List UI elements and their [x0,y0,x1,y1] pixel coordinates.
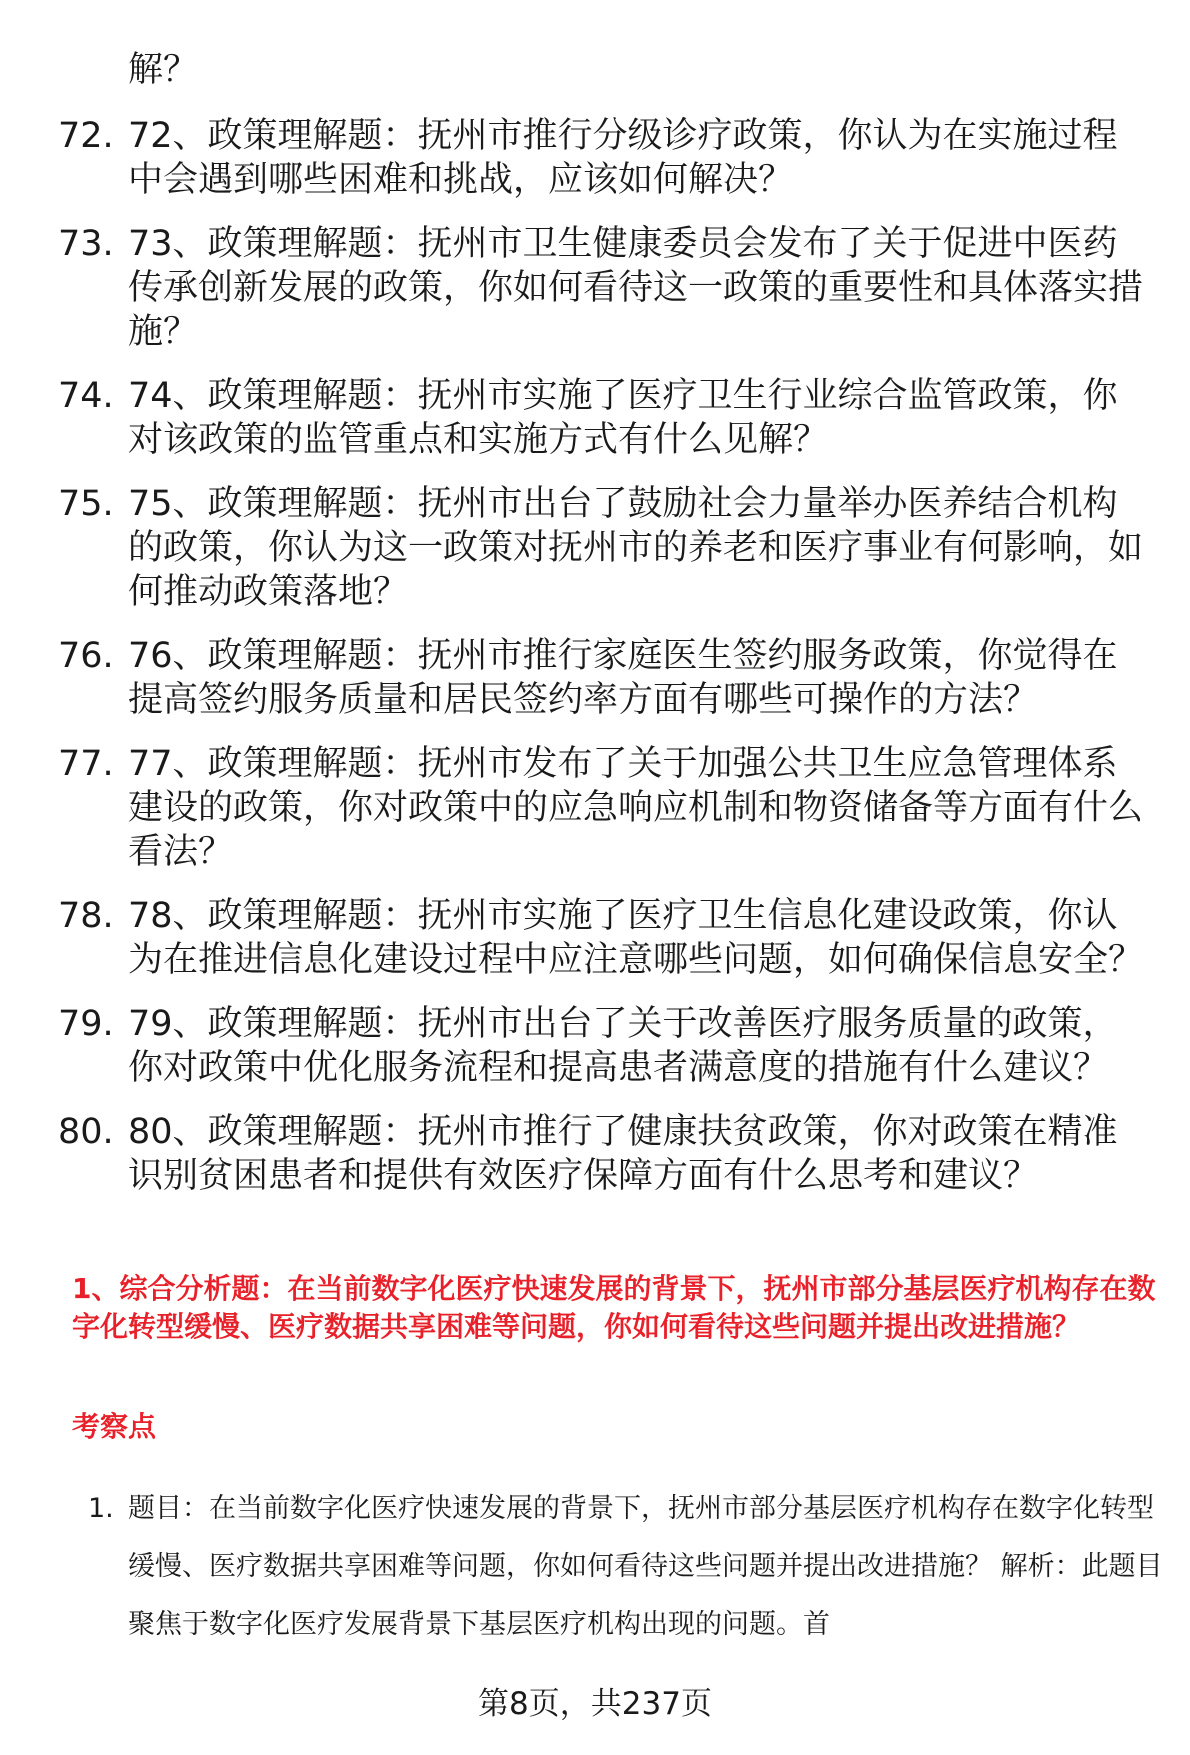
analysis-item [0,1480,1190,1654]
question-text: 77、政策理解题：抚州市发布了关于加强公共卫生应急管理体系建设的政策，你对政策中的应急响应机制和物资储备等方面有什么看法？ [128,744,1144,872]
question-number: 76. [58,636,114,676]
question-item-77 [0,742,1190,874]
question-item-78 [0,894,1190,982]
question-text: 80、政策理解题：抚州市推行了健康扶贫政策，你对政策在精准识别贫困患者和提供有效医疗保障方面有什么思考和建议？ [128,1112,1118,1196]
question-text: 74、政策理解题：抚州市实施了医疗卫生行业综合监管政策，你对该政策的监管重点和实施方式有什么见解？ [128,376,1118,460]
page-number-footer: 第8页，共237页 [478,1686,712,1722]
question-number: 79. [58,1004,114,1044]
question-item-75 [0,482,1190,614]
analysis-item-text: 题目：在当前数字化医疗快速发展的背景下，抚州市部分基层医疗机构存在数字化转型缓慢、医疗数据共享困难等问题，你如何看待这些问题并提出改进措施？ 解析：此题目聚焦于数字化医疗发展背景下基层医疗机构出现的问题。首 [128,1493,1163,1640]
question-text: 78、政策理解题：抚州市实施了医疗卫生信息化建设政策，你认为在推进信息化建设过程中应注意哪些问题，如何确保信息安全？ [128,896,1144,980]
question-text: 79、政策理解题：抚州市出台了关于改善医疗服务质量的政策，你对政策中优化服务流程和提高患者满意度的措施有什么建议？ [128,1004,1118,1088]
question-item-74 [0,374,1190,462]
question-number: 75. [58,484,114,524]
question-number: 80. [58,1112,114,1152]
question-item-73 [0,222,1190,354]
analysis-list [0,1480,1190,1654]
question-item-80 [0,1110,1190,1198]
question-number: 72. [58,116,114,156]
question-list [0,114,1190,1218]
question-text: 73、政策理解题：抚州市卫生健康委员会发布了关于促进中医药传承创新发展的政策，你如何看待这一政策的重要性和具体落实措施？ [128,224,1144,352]
question-text: 75、政策理解题：抚州市出台了鼓励社会力量举办医养结合机构的政策，你认为这一政策对抚州市的养老和医疗事业有何影响，如何推动政策落地？ [128,484,1144,612]
question-item-72 [0,114,1190,202]
analysis-item-number: 1. [88,1493,114,1524]
question-number: 77. [58,744,114,784]
question-number: 78. [58,896,114,936]
section-heading: 1、综合分析题：在当前数字化医疗快速发展的背景下，抚州市部分基层医疗机构存在数字化转型缓慢、医疗数据共享困难等问题，你如何看待这些问题并提出改进措施？ [72,1272,1156,1343]
question-text: 76、政策理解题：抚州市推行家庭医生签约服务政策，你觉得在提高签约服务质量和居民签约率方面有哪些可操作的方法？ [128,636,1118,720]
question-item-76 [0,634,1190,722]
question-number: 74. [58,376,114,416]
question-item-79 [0,1002,1190,1090]
kaocha-label: 考察点 [72,1410,157,1443]
question-number: 73. [58,224,114,264]
question-text: 72、政策理解题：抚州市推行分级诊疗政策，你认为在实施过程中会遇到哪些困难和挑战，应该如何解决？ [128,116,1118,200]
continued-text: 解？ [128,50,199,90]
